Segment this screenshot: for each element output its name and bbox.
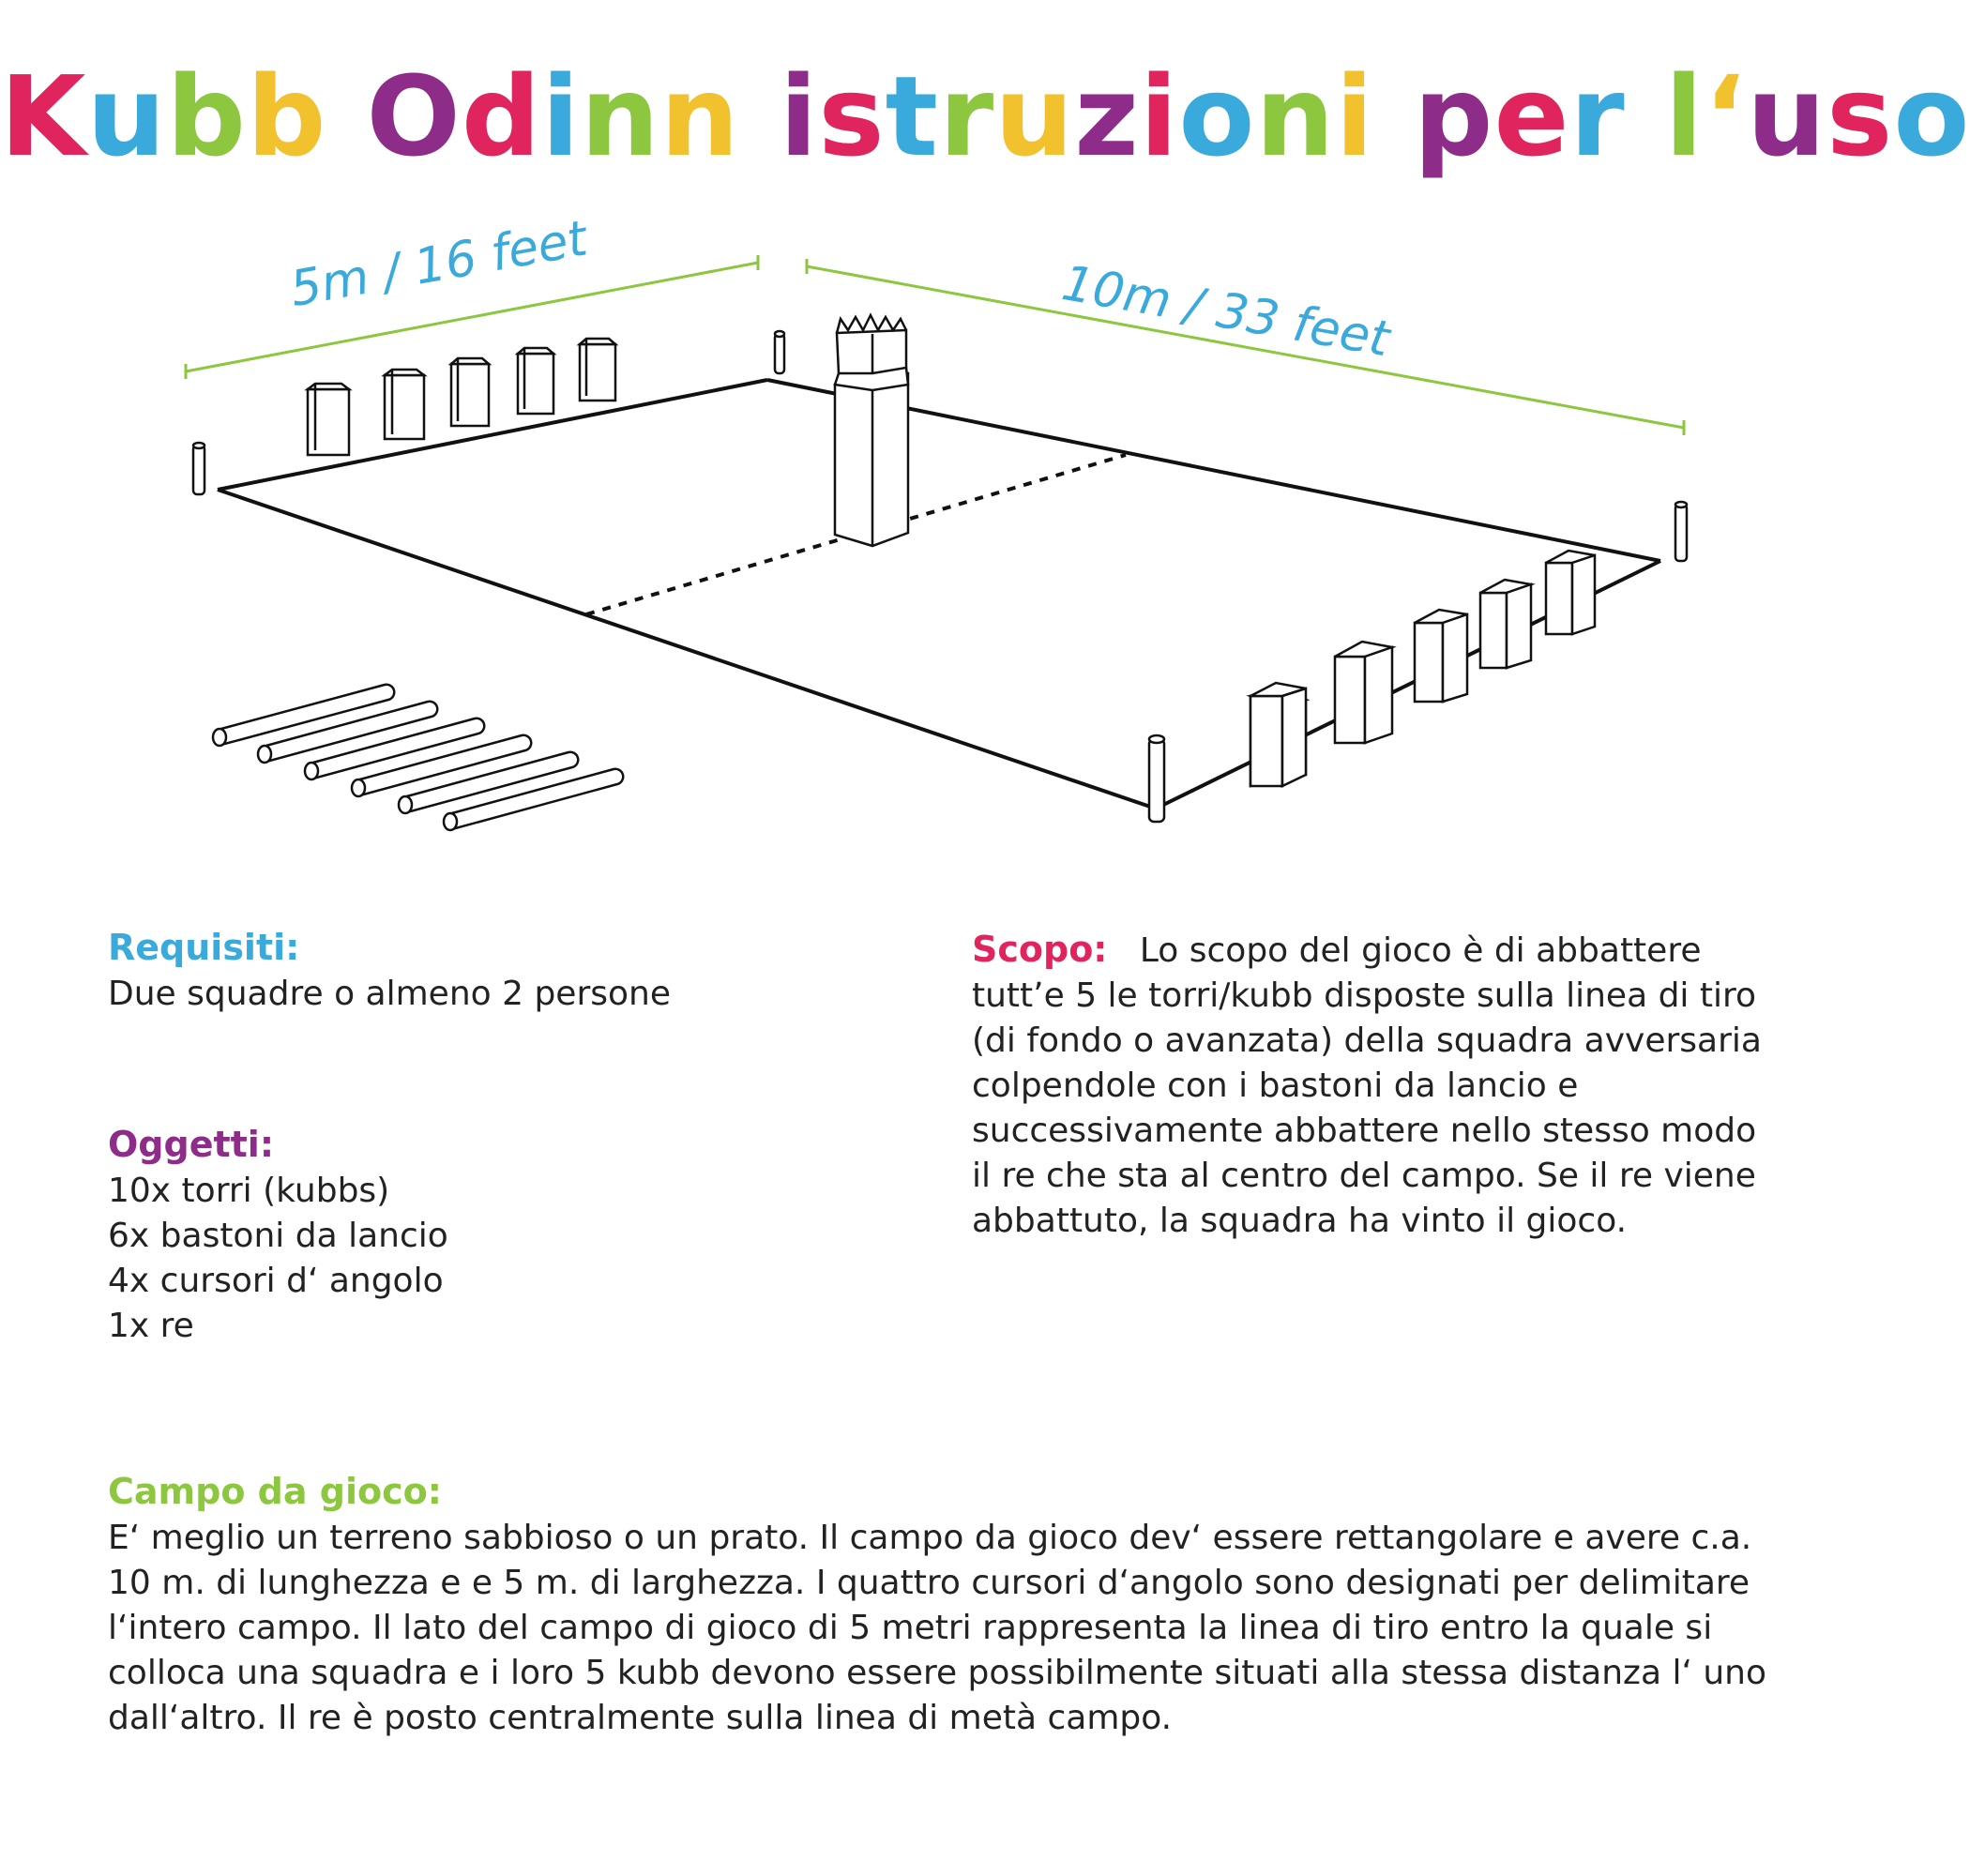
oggetti-item: 10x torri (kubbs) bbox=[108, 1172, 390, 1210]
kubb bbox=[385, 370, 424, 439]
oggetti-item: 6x bastoni da lancio bbox=[108, 1217, 448, 1255]
king bbox=[835, 315, 908, 546]
title-letter: n bbox=[659, 52, 740, 181]
title-letter: l bbox=[1664, 52, 1705, 181]
title-letter: s bbox=[818, 52, 886, 181]
title-letter: r bbox=[1569, 52, 1626, 181]
oggetti-heading: Oggetti: bbox=[108, 1124, 275, 1165]
requisiti-section bbox=[108, 927, 915, 1017]
page-title bbox=[0, 52, 1970, 181]
title-letter: t bbox=[885, 52, 939, 181]
title-letter: u bbox=[1747, 52, 1827, 181]
title-letter: ‘ bbox=[1704, 52, 1748, 181]
title-letter bbox=[1626, 52, 1665, 181]
campo-text: E‘ meglio un terreno sabbioso o un prato. Il campo da gioco dev‘ essere rettangolare e avere c.a. 10 m. di lunghezza e e 5 m. di larghezza. I quattro cursori d‘angolo sono designati per delimitare l‘intero campo. Il lato del campo di gioco di 5 metri rappresenta la linea di tiro entro la quale si colloca una squadra e i loro 5 kubb devono essere possibilmente situati alla stessa distanza l‘ uno dall‘altro. Il re è posto centralmente sulla linea di metà campo. bbox=[108, 1519, 1766, 1737]
title-letter: i bbox=[541, 52, 581, 181]
title-letter: i bbox=[779, 52, 819, 181]
kubb bbox=[1415, 610, 1467, 702]
title-letter: u bbox=[994, 52, 1075, 181]
kubb bbox=[1480, 580, 1531, 668]
title-letter: r bbox=[938, 52, 995, 181]
oggetti-item: 4x cursori d‘ angolo bbox=[108, 1262, 444, 1300]
title-letter: d bbox=[461, 52, 542, 181]
throwing-sticks bbox=[213, 685, 623, 830]
title-letter: o bbox=[1893, 52, 1970, 181]
title-letter: s bbox=[1826, 52, 1894, 181]
kubbs-team-b bbox=[1250, 551, 1595, 786]
requisiti-text: Due squadre o almeno 2 persone bbox=[108, 975, 671, 1013]
scopo-text: Lo scopo del gioco è di abbattere tutt’e 5 le torri/kubb disposte sulla linea di tiro (di fondo o avanzata) della squadra avversaria colpendole con i bastoni da lancio e successivamente abbattere nello stesso modo il re che sta al centro del campo. Se il re viene abbattuto, la squadra ha vinto il gioco. bbox=[972, 931, 1762, 1240]
kubb bbox=[1335, 642, 1392, 743]
title-letter: K bbox=[0, 52, 87, 181]
title-letter: i bbox=[1139, 52, 1179, 181]
kubb bbox=[1546, 551, 1595, 634]
kubbs-team-a bbox=[308, 339, 615, 455]
corner-marker bbox=[775, 331, 784, 373]
scopo-heading: Scopo: bbox=[972, 929, 1108, 970]
kubb bbox=[518, 348, 553, 414]
requisiti-heading: Requisiti: bbox=[108, 927, 300, 968]
kubb bbox=[451, 358, 489, 426]
oggetti-list bbox=[108, 1169, 915, 1349]
kubb bbox=[308, 384, 349, 455]
title-letter: b bbox=[246, 52, 327, 181]
title-letter: u bbox=[86, 52, 167, 181]
length-label: 10m / 33 feet bbox=[1057, 255, 1394, 369]
corner-marker bbox=[193, 443, 205, 494]
title-letter: e bbox=[1493, 52, 1570, 181]
title-letter: z bbox=[1074, 52, 1140, 181]
kubb bbox=[580, 339, 615, 401]
title-letter: O bbox=[366, 52, 462, 181]
title-letter bbox=[326, 52, 366, 181]
title-letter bbox=[1374, 52, 1414, 181]
title-letter: p bbox=[1413, 52, 1494, 181]
title-letter: o bbox=[1178, 52, 1256, 181]
corner-marker bbox=[1675, 502, 1687, 561]
kubb bbox=[1250, 683, 1306, 786]
oggetti-section bbox=[108, 1124, 915, 1349]
kubb-field-diagram bbox=[0, 225, 1876, 844]
corner-marker bbox=[1149, 735, 1164, 822]
oggetti-item: 1x re bbox=[108, 1307, 194, 1345]
title-letter: n bbox=[580, 52, 660, 181]
width-label: 5m / 16 feet bbox=[286, 210, 592, 319]
title-letter: n bbox=[1255, 52, 1336, 181]
title-letter bbox=[740, 52, 780, 181]
title-letter: i bbox=[1335, 52, 1374, 181]
campo-section bbox=[108, 1471, 1778, 1741]
campo-heading: Campo da gioco: bbox=[108, 1471, 442, 1512]
title-letter: b bbox=[166, 52, 247, 181]
scopo-section bbox=[972, 927, 1779, 1244]
